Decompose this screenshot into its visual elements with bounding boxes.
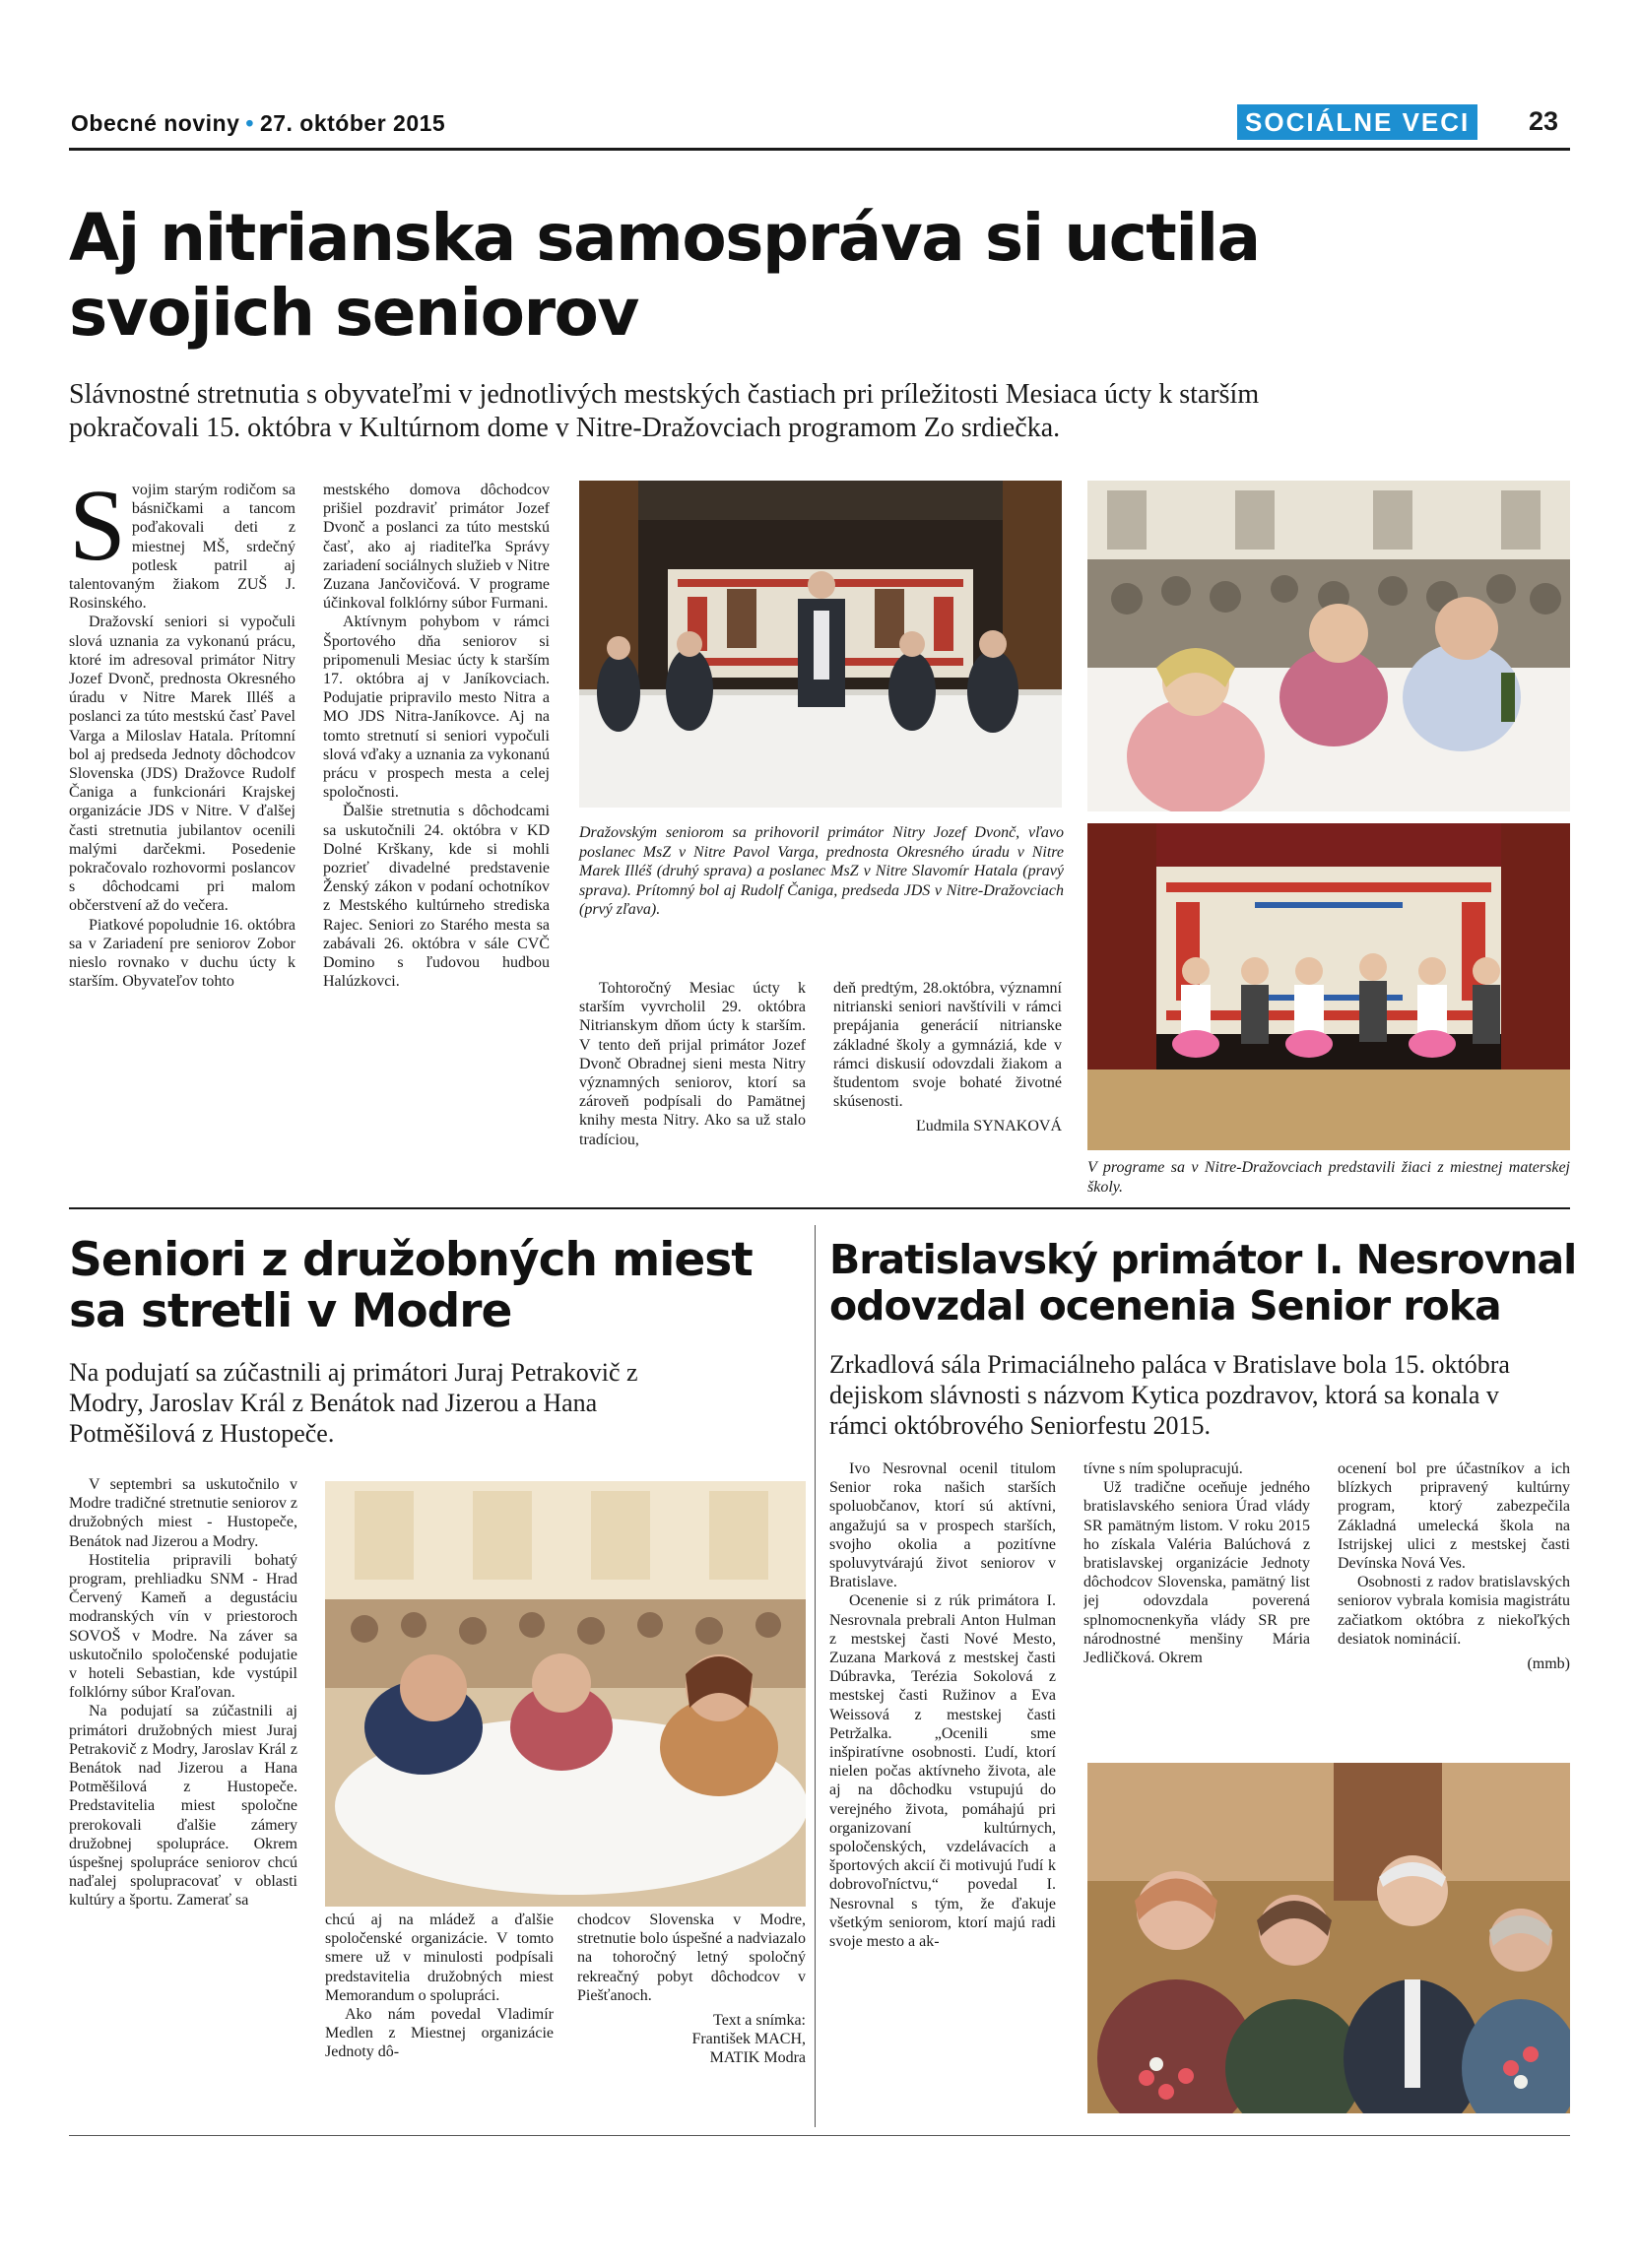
article1-headline-line1: Aj nitrianska samospráva si uctila (69, 200, 1260, 276)
article2-paragraph: chcú aj na mládež a ďalšie spoločenské organizácie. V tomto smere už v minulosti podpísali predstavitelia družobných miest Memorandum o spolupráci. (325, 1912, 554, 2004)
article3-lead: Zrkadlová sála Primaciálneho paláca v Bratislave bola 15. októbra dejiskom slávnosti s názvom Kytica pozdravov, ktorá sa konala v rámci októbrového Seniorfestu 2015. (829, 1350, 1510, 1440)
article3-headline-line1: Bratislavský primátor I. Nesrovnal (829, 1236, 1577, 1283)
article1-paragraph: deň predtým, 28.októbra, významní nitrianski seniori navštívili v rámci prepájania generácií nitrianske základné školy a gymnáziá, kde v rámci diskusií odovzdali žiakom a študentom svoje bohaté životné skúsenosti. (833, 980, 1062, 1111)
article1-column1 (69, 481, 295, 1190)
article1-author: Ľudmila SYNAKOVÁ (916, 1118, 1062, 1135)
article2-headline (69, 1235, 808, 1337)
article1-headline (69, 201, 1546, 351)
credit-line: František MACH, (691, 2031, 806, 2048)
article3-headline (829, 1237, 1578, 1329)
article2-paragraph: Ako nám povedal Vladimír Medlen z Miestnej organizácie Jednoty dô- (325, 2006, 554, 2061)
article1-column3 (579, 979, 806, 1196)
article1-headline-line2: svojich seniorov (69, 275, 638, 351)
article1-paragraph: Aktívnym pohybom v rámci Športového dňa seniorov si pripomenuli Mesiac úcty k starším 17. októbra aj v Janíkovciach. Podujatie pripravilo mesto Nitra a MO JDS Nitra-Janíkovce. Aj na tomto stretnutí si seniori vypočuli slová vďaky a uznania za vykonanú prácu v prospech mesta a celej spoločnosti. (323, 614, 550, 802)
page-header (71, 110, 445, 137)
header-separator-dot: • (245, 110, 254, 136)
credit-line: MATIK Modra (709, 2049, 806, 2067)
footer-rule (69, 2135, 1570, 2136)
photo1-caption: Dražovským seniorom sa prihovoril primátor Nitry Jozef Dvonč, vľavo poslanec MsZ v Nitre Pavol Varga, prednosta Okresného úradu v Nitre Marek Illéš (druhý sprava) a poslanec MsZ v Nitre Slavomír Hatala (pravý sprava). Prítomný bol aj Rudolf Čaniga, predseda JDS v Nitre-Dražovciach (prvý zľava). (579, 824, 1064, 918)
article2-credit (577, 2011, 806, 2068)
article1-paragraph: mestského domova dôchodcov prišiel pozdraviť primátor Jozef Dvonč a poslanci za túto mestskú časť, ako aj riaditeľka Správy zariadení sociálnych služieb v Nitre Zuzana Jančovičová. V programe účinkoval folklórny súbor Furmani. (323, 482, 550, 613)
article3-paragraph: Ivo Nesrovnal ocenil titulom Senior roka našich starších spoluobčanov, ktorí sú aktívni, angažujú sa v prospech starších, svojho okolia a pozitívne spoluvytvárajú život seniorov v Bratislave. (829, 1460, 1056, 1591)
credit-line: Text a snímka: (713, 2012, 806, 2030)
section-tag: SOCIÁLNE VECI (1237, 104, 1477, 140)
article2-paragraph: V septembri sa uskutočnilo v Modre tradičné stretnutie seniorov z družobných miest - Hustopeče, Benátok nad Jizerou a Modry. (69, 1476, 297, 1550)
article1-column4 (833, 979, 1062, 1196)
publication-name: Obecné noviny (71, 110, 240, 136)
article1-paragraph: Dražovskí seniori si vypočuli slová uznania za vykonanú prácu, ktoré im adresoval primátor Nitry Jozef Dvonč, prednosta Okresného úradu v Nitre Marek Illéš a poslanci za túto mestskú časť Pavel Varga a Miloslav Hatala. Prítomní bol aj predseda Jednoty dôchodcov Slovenska (JDS) Dražovce Rudolf Čaniga a funkcionári Krajskej organizácie JDS v Nitre. V ďalšej časti stretnutia jubilantov ocenili malými darčekmi. Posedenie pokračovalo rozhovormi poslancov s dôchodcami pri malom občerstvení až do večera. (69, 614, 295, 915)
section-divider (69, 1207, 1570, 1209)
article1-paragraph: Tohtoročný Mesiac úcty k starším vyvrcholil 29. októbra Nitrianskym dňom úcty k starším. V tento deň prijal primátor Jozef Dvonč Obradnej sieni mesta Nitry významných seniorov, ktorí sa zároveň podpísali do Pamätnej knihy mesta Nitry. Ako sa už stalo tradíciou, (579, 980, 806, 1148)
article3-credit: (mmb) (1527, 1655, 1570, 1673)
article1-paragraph: Ďalšie stretnutia s dôchodcami sa uskutočnili 24. októbra v KD Dolné Krškany, kde si mohli pozrieť divadelné predstavenie Ženský zákon v podaní ochotníkov z Mestského kultúrneho strediska Rajec. Seniori zo Starého mesta sa zabávali 26. októbra v sále CVČ Domino s ľudovou hudbou Halúzkovci. (323, 803, 550, 991)
article2-column3 (577, 1911, 806, 2125)
photo-banquet-modra (325, 1481, 806, 1907)
drop-cap: S (69, 481, 126, 582)
article2-column1 (69, 1475, 297, 2125)
issue-date: 27. október 2015 (259, 110, 446, 136)
article2-headline-line1: Seniori z družobných miest (69, 1233, 753, 1287)
article2-paragraph: Na podujatí sa zúčastnili aj primátori družobných miest Juraj Petrakovič z Modry, Jaroslav Král z Benátok nad Jizerou a Hana Potměšilová z Hustopeče. Predstavitelia miest spoločne prerokovali ďalšie zámery družobnej spolupráce. Okrem úspešnej spolupráce seniorov chcú naďalej spolupracovať v oblasti kultúry a športu. Zamerať sa (69, 1703, 297, 1910)
article1-paragraph (69, 481, 295, 613)
article3-paragraph: ocenení bol pre účastníkov a ich blízkych pripravený kultúrny program, ktorý zabezpečila Základná umelecká škola na Istrijskej ulici z mestskej časti Devínska Nová Ves. (1338, 1460, 1570, 1573)
article2-paragraph: chodcov Slovenska v Modre, stretnutie bolo úspešné a nadviazalo na tohoročný letný spoločný rekreačný pobyt dôchodcov v Piešťanoch. (577, 1912, 806, 2004)
article3-paragraph: tívne s ním spolupracujú. (1083, 1460, 1243, 1477)
article2-column2 (325, 1911, 554, 2125)
article3-column2 (1083, 1459, 1310, 1725)
article3-paragraph: Už tradične oceňuje jedného bratislavského seniora Úrad vlády SR pamätným listom. V roku 2015 ho získala Valéria Balúchová z bratislavskej organizácie Jednoty dôchodcov Slovenska, pamätný list jej odovzdala poverená splnomocnenkyňa vlády SR pre národnostné menšiny Mária Jedličková. Okrem (1083, 1479, 1310, 1667)
article3-paragraph: Ocenenie si z rúk primátora I. Nesrovnala prebrali Anton Hulman z mestskej časti Nové Mesto, Zuzana Marková z mestskej časti Dúbravka, Terézia Sokolová z mestskej časti Ružinov a Eva Weissová z mestskej časti Petržalka. „Ocenili sme inšpiratívne osobnosti. Ľudí, ktorí nielen počas aktívneho života, ale aj na dôchodku vstupujú do verejného života, pomáhajú pri organizovaní kultúrnych, spoločenských, vzdelávacích a športových akcií či motivujú ľudí k dobrovoľníctvu,“ povedal I. Nesrovnal s tým, že ďakuje všetkým seniorom, ktorí majú radi svoje mesto a ak- (829, 1592, 1056, 1951)
article2-paragraph: Hostitelia pripravili bohatý program, prehliadku SNM - Hrad Červený Kameň a degustáciu modranských vín v priestoroch SOVOŠ v Modre. Na záver sa uskutočnilo spoločenské podujatie v hoteli Sebastian, kde vystúpil folklórny súbor Kraľovan. (69, 1551, 297, 1702)
article2-headline-line2: sa stretli v Modre (69, 1284, 512, 1338)
article1-column2 (323, 481, 550, 1190)
article3-column3 (1338, 1459, 1570, 1725)
photo-seniors-at-tables (1087, 481, 1570, 811)
article1-lead-line2: pokračovali 15. októbra v Kultúrnom dome v Nitre-Dražovciach programom Zo srdiečka. (69, 413, 1061, 443)
article1-paragraph: Piatkové popoludnie 16. októbra sa v Zariadení pre seniorov Zobor nieslo rovnako v duchu úcty k starším. Obyvateľov tohto (69, 916, 295, 991)
photo3-caption: V programe sa v Nitre-Dražovciach predstavili žiaci z miestnej materskej školy. (1087, 1159, 1570, 1196)
article1-lead-line1: Slávnostné stretnutia s obyvateľmi v jednotlivých mestských častiach pri príležitosti Mesiaca úcty k starším (69, 379, 1260, 410)
article3-column1 (829, 1459, 1056, 2127)
photo-senior-awardees (1087, 1763, 1570, 2113)
article-divider-vertical (815, 1225, 816, 2127)
article3-paragraph: Osobnosti z radov bratislavských seniorov vybrala komisia magistrátu začiatkom októbra z niekoľkých desiatok nominácií. (1338, 1574, 1570, 1648)
article2-lead: Na podujatí sa zúčastnili aj primátori Juraj Petrakovič z Modry, Jaroslav Král z Benátok nad Jizerou a Hana Potměšilová z Hustopeče. (69, 1358, 638, 1448)
photo-officials-on-stage (579, 481, 1062, 808)
photo-children-dancing (1087, 823, 1570, 1150)
header-rule (69, 148, 1570, 151)
page-number: 23 (1529, 106, 1559, 136)
article1-lead (69, 378, 1576, 445)
article1-col1-first: vojim starým rodičom sa básničkami a tancom poďakovali deti z miestnej MŠ, srdečný potlesk patril aj talentovaným žiakom ZUŠ J. Rosinského. (69, 482, 295, 613)
article3-headline-line2: odovzdal ocenenia Senior roka (829, 1282, 1501, 1329)
